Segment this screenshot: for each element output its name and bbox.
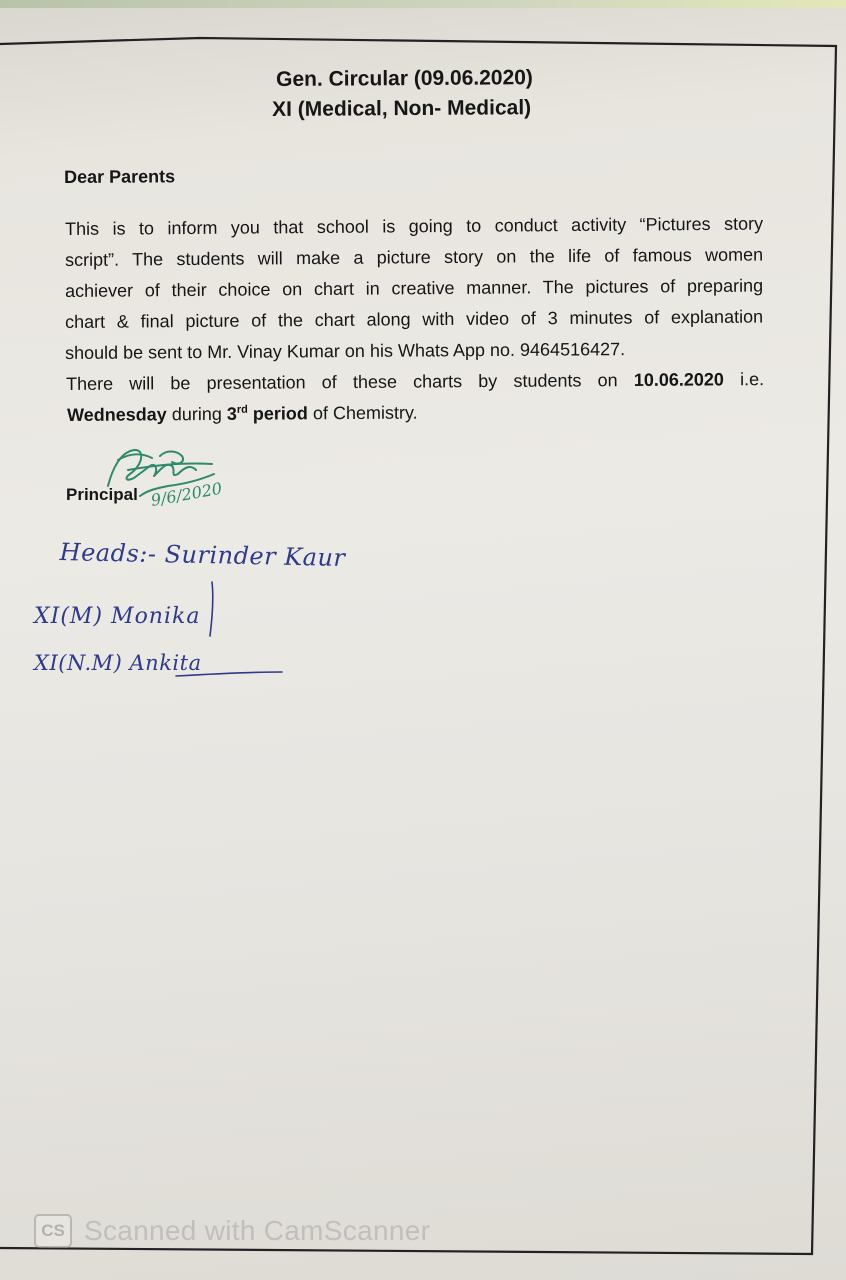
body-line: script”. The students will make a picture story on the life of famous women [65,244,764,270]
period-suffix: rd [236,403,248,416]
presentation-date: 10.06.2020 [633,369,724,391]
principal-signature-date: 9/6/2020 [149,478,224,510]
camscanner-logo-icon: CS [34,1214,72,1248]
circular-title: Gen. Circular (09.06.2020) [276,66,533,91]
handwritten-xi-medical: XI(M) Monika [34,604,201,629]
during-text: during [171,403,222,425]
period-number: 3 [226,403,237,424]
camscanner-watermark [34,1213,430,1249]
body-line: This is to inform you that school is going to conduct activity “Pictures story [65,213,764,239]
ie-text: i.e. [739,369,765,390]
body-line: achiever of their choice on chart in creative manner. The pictures of preparing [65,275,764,301]
handwritten-xi-non-medical: XI(N.M) Ankita [34,651,202,675]
body-line: chart & final picture of the chart along with video of 3 minutes of explanation [65,306,764,332]
signatory-label: Principal [66,485,138,504]
subject-text: of Chemistry. [312,402,418,424]
salutation: Dear Parents [64,166,176,187]
presentation-text: There will be presentation of these charts by students on [66,370,618,394]
body-line: should be sent to Mr. Vinay Kumar on his Whats App no. 9464516427. [65,339,626,363]
watermark-text: Scanned with CamScanner [84,1215,431,1246]
handwritten-heads-note: Heads:- Surinder Kaur [59,538,346,572]
presentation-day: Wednesday [67,404,167,425]
circular-subtitle: XI (Medical, Non- Medical) [272,96,532,121]
period-word: period [252,403,308,424]
